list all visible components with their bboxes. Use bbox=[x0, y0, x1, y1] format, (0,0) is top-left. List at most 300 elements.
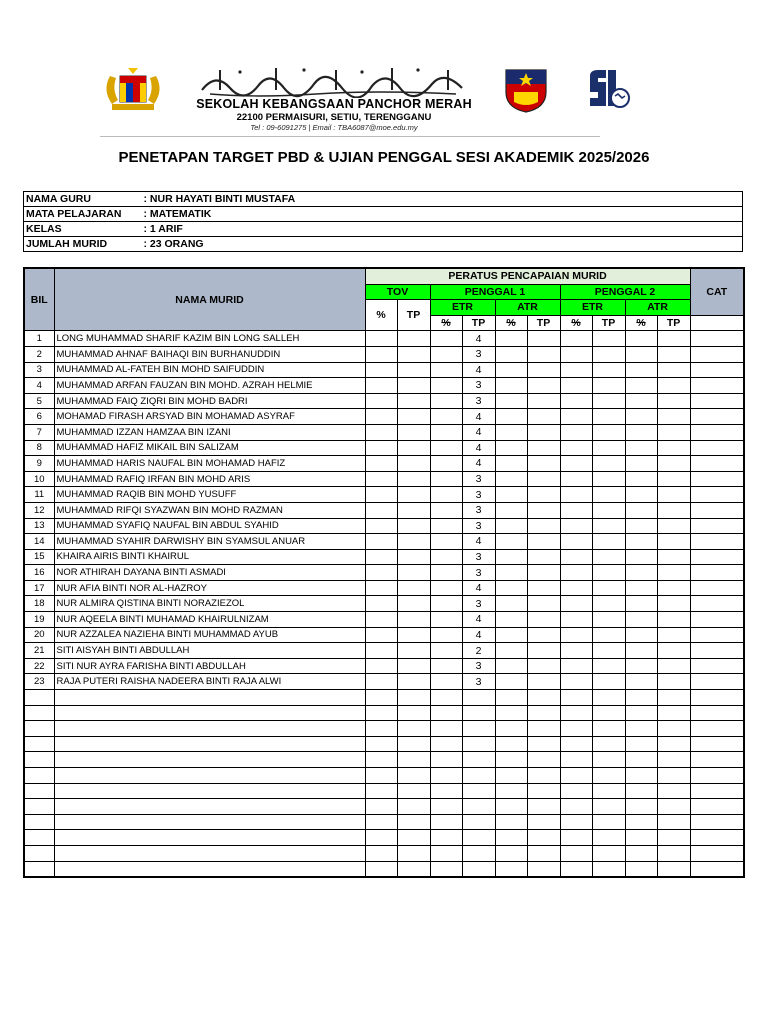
blank-cell bbox=[397, 845, 430, 861]
blank-cell bbox=[592, 580, 625, 596]
penggal1-etr-tp-cell: 3 bbox=[462, 596, 495, 612]
blank-cell bbox=[527, 580, 560, 596]
info-label: JUMLAH MURID bbox=[26, 238, 108, 250]
blank-cell bbox=[690, 409, 744, 425]
blank-cell bbox=[365, 518, 397, 534]
blank-cell bbox=[397, 861, 430, 877]
nama-murid-cell: NOR ATHIRAH DAYANA BINTI ASMADI bbox=[54, 565, 365, 581]
blank-cell bbox=[625, 861, 657, 877]
blank-cell bbox=[495, 378, 527, 394]
blank-cell bbox=[430, 674, 462, 690]
blank-cell bbox=[527, 565, 560, 581]
nama-murid-cell: MUHAMMAD RIFQI SYAZWAN BIN MOHD RAZMAN bbox=[54, 502, 365, 518]
blank-cell bbox=[560, 331, 592, 347]
nama-murid-cell: MUHAMMAD RAQIB BIN MOHD YUSUFF bbox=[54, 487, 365, 503]
student-row bbox=[24, 362, 744, 378]
blank-cell bbox=[495, 471, 527, 487]
blank-cell bbox=[560, 830, 592, 846]
blank-cell bbox=[527, 830, 560, 846]
bil-cell: 21 bbox=[24, 643, 54, 659]
blank-cell bbox=[397, 487, 430, 503]
blank-cell bbox=[365, 752, 397, 768]
blank-cell bbox=[495, 393, 527, 409]
blank-cell bbox=[430, 845, 462, 861]
blank-cell bbox=[365, 362, 397, 378]
penggal1-etr-tp-cell: 3 bbox=[462, 471, 495, 487]
blank-cell bbox=[495, 783, 527, 799]
header-penggal-2: PENGGAL 2 bbox=[560, 284, 690, 300]
penggal1-etr-tp-cell: 3 bbox=[462, 502, 495, 518]
blank-cell bbox=[560, 721, 592, 737]
blank-cell bbox=[625, 534, 657, 550]
blank-cell bbox=[592, 424, 625, 440]
blank-row bbox=[24, 752, 744, 768]
teacher-info-table bbox=[23, 191, 743, 252]
blank-cell bbox=[430, 596, 462, 612]
blank-cell bbox=[560, 845, 592, 861]
bil-cell: 23 bbox=[24, 674, 54, 690]
blank-cell bbox=[495, 502, 527, 518]
blank-cell bbox=[397, 549, 430, 565]
blank-cell bbox=[365, 690, 397, 706]
blank-cell bbox=[397, 783, 430, 799]
blank-cell bbox=[657, 362, 690, 378]
blank-cell bbox=[495, 752, 527, 768]
blank-cell bbox=[527, 487, 560, 503]
blank-cell bbox=[657, 518, 690, 534]
blank-cell bbox=[657, 814, 690, 830]
header-nama-murid: NAMA MURID bbox=[54, 268, 365, 331]
blank-cell bbox=[657, 768, 690, 784]
blank-cell bbox=[657, 736, 690, 752]
nama-murid-cell: MUHAMMAD RAFIQ IRFAN BIN MOHD ARIS bbox=[54, 471, 365, 487]
penggal1-etr-tp-cell: 4 bbox=[462, 331, 495, 347]
blank-cell bbox=[527, 658, 560, 674]
blank-cell bbox=[625, 424, 657, 440]
blank-cell bbox=[430, 721, 462, 737]
blank-cell bbox=[690, 690, 744, 706]
blank-cell bbox=[397, 440, 430, 456]
blank-cell bbox=[495, 456, 527, 472]
nama-murid-cell: MUHAMMAD AL-FATEH BIN MOHD SAIFUDDIN bbox=[54, 362, 365, 378]
blank-cell bbox=[495, 814, 527, 830]
blank-cell bbox=[397, 752, 430, 768]
penggal1-etr-tp-cell bbox=[462, 768, 495, 784]
blank-cell bbox=[690, 378, 744, 394]
blank-cell bbox=[690, 814, 744, 830]
blank-cell bbox=[527, 596, 560, 612]
blank-cell bbox=[657, 845, 690, 861]
bil-cell: 6 bbox=[24, 409, 54, 425]
blank-cell bbox=[690, 346, 744, 362]
blank-cell bbox=[397, 799, 430, 815]
blank-cell bbox=[397, 674, 430, 690]
blank-cell bbox=[365, 830, 397, 846]
penggal1-etr-tp-cell bbox=[462, 705, 495, 721]
blank-cell bbox=[560, 861, 592, 877]
student-row bbox=[24, 409, 744, 425]
nama-murid-cell: LONG MUHAMMAD SHARIF KAZIM BIN LONG SALLEH bbox=[54, 331, 365, 347]
blank-cell bbox=[560, 502, 592, 518]
bil-cell: 20 bbox=[24, 627, 54, 643]
blank-cell bbox=[527, 502, 560, 518]
blank-cell bbox=[625, 409, 657, 425]
blank-cell bbox=[560, 378, 592, 394]
penggal1-etr-tp-cell: 3 bbox=[462, 549, 495, 565]
blank-cell bbox=[495, 424, 527, 440]
blank-cell bbox=[495, 830, 527, 846]
blank-cell bbox=[527, 331, 560, 347]
blank-cell bbox=[560, 783, 592, 799]
blank-cell bbox=[560, 440, 592, 456]
penggal1-etr-tp-cell: 4 bbox=[462, 612, 495, 628]
blank-cell bbox=[397, 721, 430, 737]
blank-cell bbox=[560, 752, 592, 768]
blank-cell bbox=[430, 393, 462, 409]
blank-cell bbox=[397, 830, 430, 846]
blank-cell bbox=[527, 783, 560, 799]
blank-cell bbox=[657, 830, 690, 846]
blank-cell bbox=[625, 830, 657, 846]
blank-cell bbox=[690, 518, 744, 534]
header-p1-etr: ETR bbox=[430, 300, 495, 316]
info-value: : NUR HAYATI BINTI MUSTAFA bbox=[142, 192, 743, 207]
blank-cell bbox=[365, 627, 397, 643]
blank-cell bbox=[397, 393, 430, 409]
nama-murid-cell bbox=[54, 861, 365, 877]
bil-cell: 2 bbox=[24, 346, 54, 362]
blank-cell bbox=[527, 643, 560, 659]
blank-cell bbox=[625, 814, 657, 830]
blank-cell bbox=[592, 674, 625, 690]
blank-cell bbox=[495, 721, 527, 737]
bil-cell bbox=[24, 845, 54, 861]
bil-cell: 14 bbox=[24, 534, 54, 550]
blank-cell bbox=[592, 393, 625, 409]
penggal1-etr-tp-cell: 3 bbox=[462, 346, 495, 362]
student-row bbox=[24, 612, 744, 628]
blank-cell bbox=[495, 409, 527, 425]
blank-cell bbox=[690, 534, 744, 550]
blank-cell bbox=[397, 534, 430, 550]
blank-cell bbox=[592, 596, 625, 612]
blank-cell bbox=[690, 721, 744, 737]
blank-cell bbox=[430, 362, 462, 378]
blank-cell bbox=[625, 783, 657, 799]
blank-cell bbox=[592, 845, 625, 861]
blank-cell bbox=[560, 518, 592, 534]
nama-murid-cell: MUHAMMAD SYAHIR DARWISHY BIN SYAMSUL ANUAR bbox=[54, 534, 365, 550]
nama-murid-cell bbox=[54, 830, 365, 846]
blank-cell bbox=[365, 580, 397, 596]
blank-cell bbox=[560, 690, 592, 706]
blank-cell bbox=[495, 346, 527, 362]
penggal1-etr-tp-cell: 4 bbox=[462, 580, 495, 596]
blank-cell bbox=[365, 471, 397, 487]
blank-cell bbox=[527, 768, 560, 784]
blank-cell bbox=[430, 424, 462, 440]
blank-cell bbox=[495, 565, 527, 581]
blank-cell bbox=[560, 456, 592, 472]
blank-cell bbox=[625, 456, 657, 472]
info-label: NAMA GURU bbox=[24, 192, 142, 207]
bil-cell bbox=[24, 752, 54, 768]
nama-murid-cell bbox=[54, 768, 365, 784]
blank-cell bbox=[625, 674, 657, 690]
blank-cell bbox=[592, 565, 625, 581]
student-row bbox=[24, 549, 744, 565]
blank-cell bbox=[625, 580, 657, 596]
header-cat: CAT bbox=[690, 268, 744, 315]
student-row bbox=[24, 658, 744, 674]
blank-cell bbox=[397, 580, 430, 596]
blank-cell bbox=[625, 658, 657, 674]
student-row bbox=[24, 393, 744, 409]
blank-cell bbox=[657, 378, 690, 394]
blank-cell bbox=[430, 409, 462, 425]
blank-cell bbox=[527, 549, 560, 565]
student-row bbox=[24, 596, 744, 612]
blank-cell bbox=[430, 331, 462, 347]
nama-murid-cell: NUR AQEELA BINTI MUHAMAD KHAIRULNIZAM bbox=[54, 612, 365, 628]
blank-cell bbox=[495, 658, 527, 674]
nama-murid-cell bbox=[54, 752, 365, 768]
blank-cell bbox=[592, 409, 625, 425]
penggal1-etr-tp-cell bbox=[462, 814, 495, 830]
blank-cell bbox=[527, 705, 560, 721]
blank-cell bbox=[592, 331, 625, 347]
blank-cell bbox=[625, 440, 657, 456]
blank-cell bbox=[430, 612, 462, 628]
blank-cell bbox=[365, 845, 397, 861]
blank-cell bbox=[625, 518, 657, 534]
blank-cell bbox=[397, 378, 430, 394]
blank-cell bbox=[690, 752, 744, 768]
blank-cell bbox=[690, 705, 744, 721]
blank-cell bbox=[365, 487, 397, 503]
blank-cell bbox=[495, 799, 527, 815]
blank-cell bbox=[625, 736, 657, 752]
blank-cell bbox=[430, 565, 462, 581]
blank-cell bbox=[690, 549, 744, 565]
blank-cell bbox=[365, 534, 397, 550]
blank-cell bbox=[397, 596, 430, 612]
blank-cell bbox=[560, 471, 592, 487]
bil-cell bbox=[24, 736, 54, 752]
penggal1-etr-tp-cell bbox=[462, 736, 495, 752]
blank-cell bbox=[625, 690, 657, 706]
blank-cell bbox=[365, 783, 397, 799]
penggal1-etr-tp-cell bbox=[462, 861, 495, 877]
blank-cell bbox=[365, 814, 397, 830]
bil-cell bbox=[24, 690, 54, 706]
blank-cell bbox=[527, 690, 560, 706]
blank-cell bbox=[690, 331, 744, 347]
bil-cell bbox=[24, 768, 54, 784]
info-row-class bbox=[24, 222, 743, 237]
bil-cell bbox=[24, 721, 54, 737]
blank-cell bbox=[430, 736, 462, 752]
header-p2-atr-tp: TP bbox=[657, 315, 690, 331]
blank-cell bbox=[527, 674, 560, 690]
blank-cell bbox=[495, 768, 527, 784]
blank-cell bbox=[560, 799, 592, 815]
blank-cell bbox=[365, 456, 397, 472]
blank-cell bbox=[495, 440, 527, 456]
blank-cell bbox=[657, 861, 690, 877]
blank-cell bbox=[690, 612, 744, 628]
nama-murid-cell: MUHAMMAD FAIQ ZIQRI BIN MOHD BADRI bbox=[54, 393, 365, 409]
bil-cell: 10 bbox=[24, 471, 54, 487]
blank-cell bbox=[430, 487, 462, 503]
blank-cell bbox=[625, 768, 657, 784]
student-row bbox=[24, 487, 744, 503]
blank-cell bbox=[397, 362, 430, 378]
blank-cell bbox=[657, 424, 690, 440]
header-p1-atr: ATR bbox=[495, 300, 560, 316]
nama-murid-cell: NUR ALMIRA QISTINA BINTI NORAZIEZOL bbox=[54, 596, 365, 612]
blank-cell bbox=[657, 690, 690, 706]
blank-cell bbox=[430, 471, 462, 487]
bil-cell: 8 bbox=[24, 440, 54, 456]
blank-cell bbox=[657, 487, 690, 503]
student-row bbox=[24, 518, 744, 534]
blank-cell bbox=[527, 612, 560, 628]
blank-cell bbox=[527, 456, 560, 472]
nama-murid-cell: MUHAMMAD AHNAF BAIHAQI BIN BURHANUDDIN bbox=[54, 346, 365, 362]
header-p2-etr: ETR bbox=[560, 300, 625, 316]
penggal1-etr-tp-cell: 3 bbox=[462, 565, 495, 581]
nama-murid-cell bbox=[54, 736, 365, 752]
blank-cell bbox=[592, 736, 625, 752]
penggal1-etr-tp-cell: 4 bbox=[462, 534, 495, 550]
info-value: : 23 ORANG bbox=[143, 238, 204, 250]
blank-cell bbox=[657, 658, 690, 674]
blank-cell bbox=[690, 424, 744, 440]
penggal1-etr-tp-cell: 3 bbox=[462, 518, 495, 534]
blank-cell bbox=[690, 768, 744, 784]
blank-cell bbox=[560, 549, 592, 565]
penggal1-etr-tp-cell: 2 bbox=[462, 643, 495, 659]
nama-murid-cell: SITI AISYAH BINTI ABDULLAH bbox=[54, 643, 365, 659]
info-value: : 1 ARIF bbox=[142, 222, 743, 237]
header-p2-atr-percent: % bbox=[625, 315, 657, 331]
blank-cell bbox=[625, 549, 657, 565]
blank-cell bbox=[560, 768, 592, 784]
bil-cell: 4 bbox=[24, 378, 54, 394]
blank-cell bbox=[625, 627, 657, 643]
blank-cell bbox=[495, 534, 527, 550]
blank-cell bbox=[625, 752, 657, 768]
blank-cell bbox=[657, 799, 690, 815]
blank-cell bbox=[430, 456, 462, 472]
blank-cell bbox=[527, 534, 560, 550]
blank-cell bbox=[657, 471, 690, 487]
blank-cell bbox=[625, 612, 657, 628]
header-p2-etr-tp: TP bbox=[592, 315, 625, 331]
blank-cell bbox=[625, 799, 657, 815]
blank-cell bbox=[560, 612, 592, 628]
blank-cell bbox=[657, 580, 690, 596]
blank-cell bbox=[592, 814, 625, 830]
blank-cell bbox=[592, 627, 625, 643]
blank-cell bbox=[592, 534, 625, 550]
blank-cell bbox=[625, 643, 657, 659]
penggal1-etr-tp-cell: 3 bbox=[462, 487, 495, 503]
student-row bbox=[24, 565, 744, 581]
header-p1-etr-tp: TP bbox=[462, 315, 495, 331]
bil-cell: 15 bbox=[24, 549, 54, 565]
blank-cell bbox=[430, 658, 462, 674]
blank-cell bbox=[495, 736, 527, 752]
blank-cell bbox=[657, 549, 690, 565]
penggal1-etr-tp-cell bbox=[462, 721, 495, 737]
blank-cell bbox=[560, 627, 592, 643]
blank-cell bbox=[365, 658, 397, 674]
info-row-teacher bbox=[24, 192, 743, 207]
blank-cell bbox=[365, 612, 397, 628]
blank-cell bbox=[592, 721, 625, 737]
blank-cell bbox=[430, 768, 462, 784]
blank-cell bbox=[657, 783, 690, 799]
penggal1-etr-tp-cell bbox=[462, 845, 495, 861]
blank-cell bbox=[397, 331, 430, 347]
bil-cell bbox=[24, 830, 54, 846]
malaysia-coat-of-arms-logo bbox=[98, 66, 168, 114]
blank-cell bbox=[365, 705, 397, 721]
blank-row bbox=[24, 861, 744, 877]
blank-cell bbox=[495, 705, 527, 721]
blank-cell bbox=[592, 362, 625, 378]
blank-cell bbox=[592, 502, 625, 518]
student-row bbox=[24, 456, 744, 472]
nama-murid-cell bbox=[54, 783, 365, 799]
bil-cell: 7 bbox=[24, 424, 54, 440]
blank-cell bbox=[690, 674, 744, 690]
blank-cell bbox=[625, 331, 657, 347]
blank-cell bbox=[365, 596, 397, 612]
blank-cell bbox=[657, 440, 690, 456]
blank-cell bbox=[657, 565, 690, 581]
blank-cell bbox=[592, 643, 625, 659]
blank-cell bbox=[625, 565, 657, 581]
header-tov-tp: TP bbox=[397, 300, 430, 331]
document-title: PENETAPAN TARGET PBD & UJIAN PENGGAL SESI AKADEMIK 2025/2026 bbox=[118, 149, 650, 166]
blank-cell bbox=[397, 565, 430, 581]
blank-cell bbox=[430, 705, 462, 721]
blank-row bbox=[24, 845, 744, 861]
blank-cell bbox=[397, 814, 430, 830]
blank-cell bbox=[397, 736, 430, 752]
student-row bbox=[24, 424, 744, 440]
nama-murid-cell bbox=[54, 705, 365, 721]
blank-cell bbox=[592, 378, 625, 394]
student-rows bbox=[24, 331, 744, 877]
blank-cell bbox=[495, 596, 527, 612]
info-label: MATA PELAJARAN bbox=[24, 207, 142, 222]
penggal1-etr-tp-cell bbox=[462, 799, 495, 815]
blank-cell bbox=[592, 456, 625, 472]
blank-cell bbox=[495, 549, 527, 565]
blank-cell bbox=[560, 565, 592, 581]
blank-cell bbox=[365, 674, 397, 690]
penggal1-etr-tp-cell bbox=[462, 783, 495, 799]
blank-cell bbox=[690, 440, 744, 456]
blank-cell bbox=[495, 487, 527, 503]
info-row-total bbox=[24, 237, 743, 252]
blank-cell bbox=[397, 627, 430, 643]
blank-cell bbox=[560, 346, 592, 362]
